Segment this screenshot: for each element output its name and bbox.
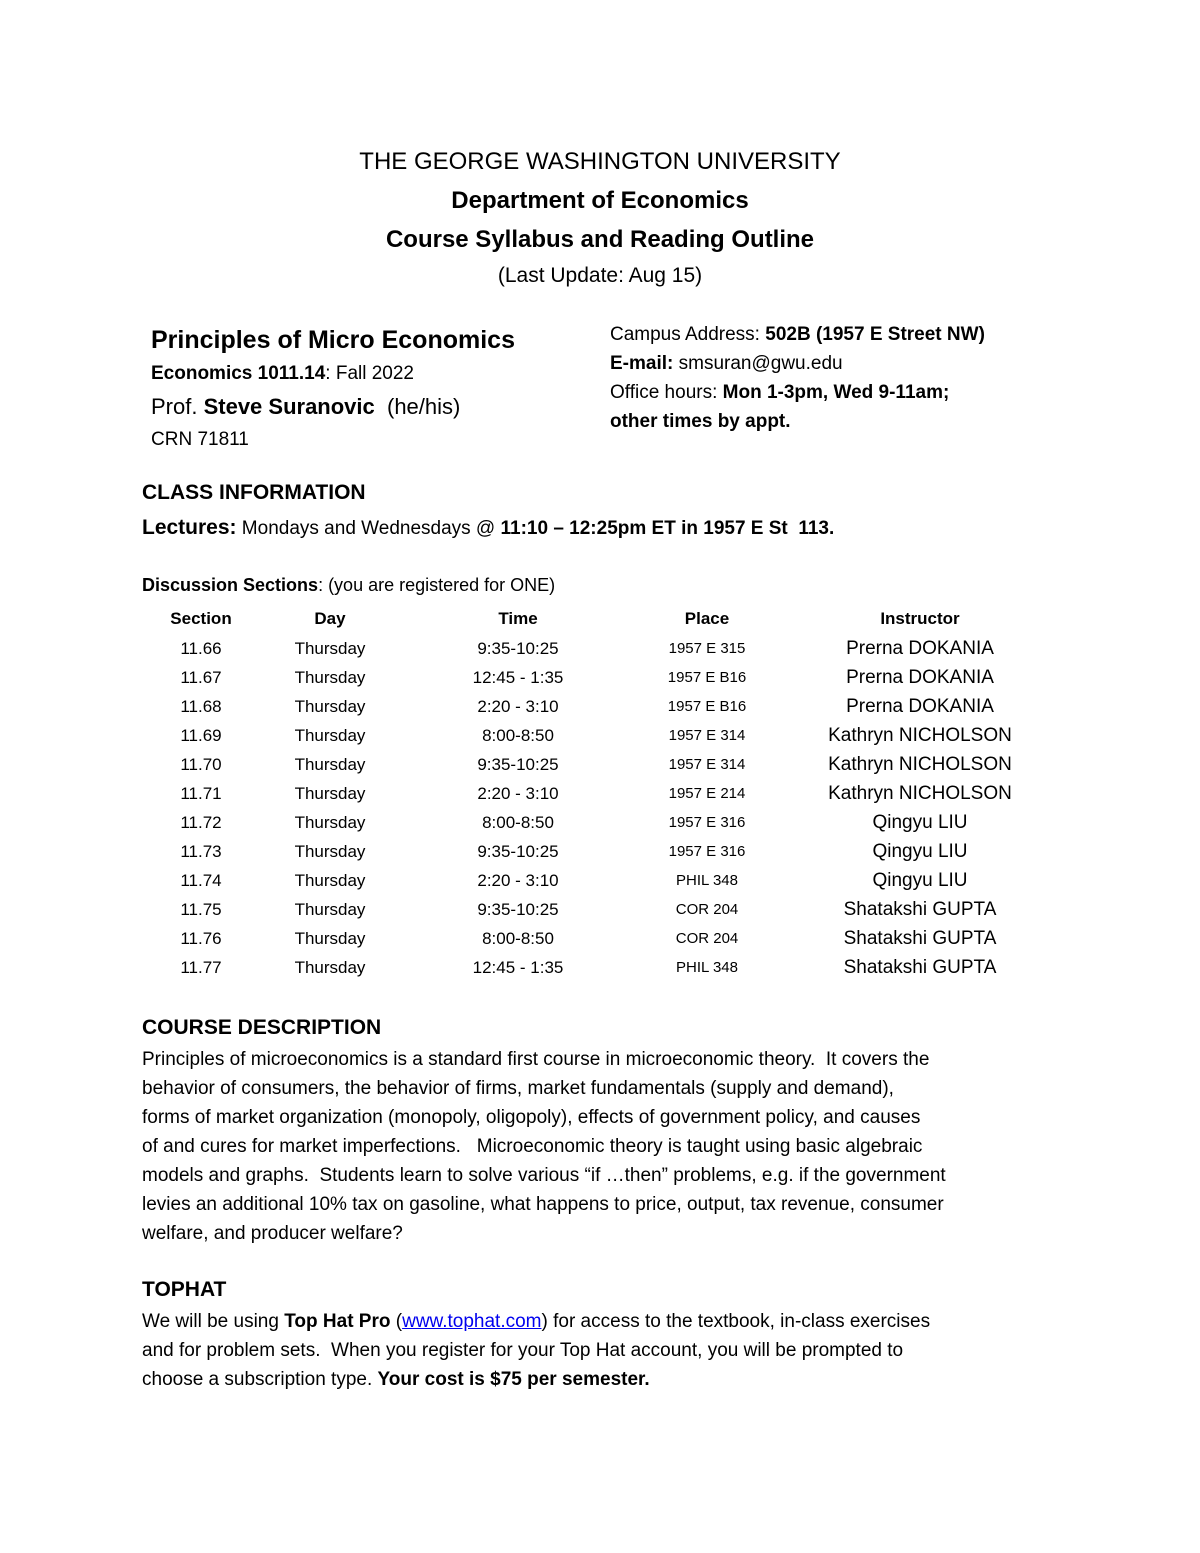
header-time: Time bbox=[498, 609, 538, 628]
lectures-label: Lectures: bbox=[142, 516, 237, 539]
document-title: Course Syllabus and Reading Outline bbox=[385, 226, 815, 253]
cell-instructor: Shatakshi GUPTA bbox=[843, 956, 997, 978]
professor-pronouns: (he/his) bbox=[374, 394, 461, 419]
cell-time: 9:35-10:25 bbox=[477, 899, 559, 919]
description-line: models and graphs. Students learn to solve various “if …then” problems, e.g. if the government bbox=[142, 1165, 946, 1186]
table-row bbox=[142, 808, 1062, 837]
cell-day: Thursday bbox=[294, 725, 366, 745]
cell-place: 1957 E B16 bbox=[667, 698, 747, 715]
lectures-line bbox=[142, 516, 834, 540]
table-row bbox=[142, 692, 1062, 721]
email-line bbox=[610, 349, 1090, 378]
discussion-sections-table bbox=[142, 604, 1062, 982]
office-hours-label: Office hours: bbox=[610, 382, 723, 403]
cell-instructor: Prerna DOKANIA bbox=[846, 695, 994, 717]
cell-section: 11.74 bbox=[180, 870, 222, 890]
cell-day: Thursday bbox=[294, 667, 366, 687]
cell-section: 11.69 bbox=[180, 725, 222, 745]
cell-time: 8:00-8:50 bbox=[482, 812, 554, 832]
department-name: Department of Economics bbox=[451, 187, 749, 214]
tophat-line-2: and for problem sets. When you register for your Top Hat account, you will be prompted to bbox=[142, 1340, 904, 1361]
tophat-link[interactable]: www.tophat.com bbox=[402, 1311, 542, 1332]
table-row bbox=[142, 895, 1062, 924]
table-row bbox=[142, 663, 1062, 692]
cell-instructor: Prerna DOKANIA bbox=[846, 666, 994, 688]
cell-place: PHIL 348 bbox=[676, 959, 738, 976]
cell-place: 1957 E 315 bbox=[668, 640, 746, 657]
tophat-paren-open: ( bbox=[390, 1311, 403, 1332]
header-place: Place bbox=[684, 609, 730, 628]
office-hours-value: Mon 1-3pm, Wed 9-11am; bbox=[722, 382, 950, 403]
table-header-row bbox=[142, 604, 1062, 634]
cell-place: COR 204 bbox=[675, 930, 739, 947]
cell-time: 9:35-10:25 bbox=[477, 754, 559, 774]
last-update: (Last Update: Aug 15) bbox=[497, 264, 703, 287]
tophat-line-1-rest: ) for access to the textbook, in-class exercises bbox=[541, 1311, 931, 1332]
discussion-note: : (you are registered for ONE) bbox=[318, 575, 556, 595]
cell-section: 11.67 bbox=[180, 667, 222, 687]
cell-instructor: Prerna DOKANIA bbox=[846, 637, 994, 659]
cell-instructor: Qingyu LIU bbox=[872, 811, 968, 833]
office-hours-value-2: other times by appt. bbox=[610, 411, 791, 432]
cell-time: 8:00-8:50 bbox=[482, 928, 554, 948]
cell-instructor: Kathryn NICHOLSON bbox=[828, 782, 1012, 804]
cell-time: 2:20 - 3:10 bbox=[477, 870, 559, 890]
table-row bbox=[142, 924, 1062, 953]
cell-place: 1957 E 316 bbox=[668, 843, 746, 860]
course-title: Principles of Micro Economics bbox=[151, 326, 515, 354]
tophat-text bbox=[142, 1307, 1062, 1394]
table-row bbox=[142, 866, 1062, 895]
description-line: welfare, and producer welfare? bbox=[142, 1223, 403, 1244]
tophat-product: Top Hat Pro bbox=[284, 1311, 391, 1332]
discussion-line bbox=[142, 575, 555, 596]
header-day: Day bbox=[314, 609, 346, 628]
cell-section: 11.71 bbox=[180, 783, 222, 803]
course-code-line bbox=[151, 358, 591, 390]
cell-instructor: Kathryn NICHOLSON bbox=[828, 724, 1012, 746]
lectures-days: Mondays and Wednesdays @ bbox=[236, 518, 501, 539]
prof-prefix: Prof. bbox=[151, 394, 204, 419]
campus-address-value: 502B (1957 E Street NW) bbox=[765, 324, 985, 345]
tophat-intro: We will be using bbox=[142, 1311, 285, 1332]
table-row bbox=[142, 721, 1062, 750]
cell-section: 11.77 bbox=[180, 957, 222, 977]
table-row bbox=[142, 953, 1062, 982]
cell-place: 1957 E B16 bbox=[667, 669, 747, 686]
office-hours-line-2 bbox=[610, 407, 1090, 436]
tophat-subscription: choose a subscription type. bbox=[142, 1369, 378, 1390]
cell-day: Thursday bbox=[294, 841, 366, 861]
description-line: of and cures for market imperfections. Microeconomic theory is taught using basic algebraic bbox=[142, 1136, 923, 1157]
cell-time: 9:35-10:25 bbox=[477, 841, 559, 861]
header-section: Section bbox=[170, 609, 232, 628]
cell-place: 1957 E 314 bbox=[668, 756, 746, 773]
cell-section: 11.68 bbox=[180, 696, 222, 716]
cell-day: Thursday bbox=[294, 899, 366, 919]
tophat-line-1 bbox=[142, 1307, 1062, 1336]
table-row bbox=[142, 750, 1062, 779]
cell-section: 11.73 bbox=[180, 841, 222, 861]
cell-day: Thursday bbox=[294, 696, 366, 716]
cell-section: 11.70 bbox=[180, 754, 222, 774]
cell-time: 12:45 - 1:35 bbox=[472, 957, 564, 977]
professor-name: Steve Suranovic bbox=[203, 394, 375, 419]
cell-day: Thursday bbox=[294, 783, 366, 803]
cell-time: 12:45 - 1:35 bbox=[472, 667, 564, 687]
description-line: Principles of microeconomics is a standard first course in microeconomic theory. It covers the bbox=[142, 1049, 930, 1070]
description-line: behavior of consumers, the behavior of firms, market fundamentals (supply and demand), bbox=[142, 1078, 894, 1099]
course-code: Economics 1011.14 bbox=[151, 363, 326, 384]
professor-line bbox=[151, 390, 591, 424]
crn: CRN 71811 bbox=[151, 429, 249, 450]
cell-day: Thursday bbox=[294, 870, 366, 890]
cell-instructor: Shatakshi GUPTA bbox=[843, 898, 997, 920]
cell-day: Thursday bbox=[294, 928, 366, 948]
cell-day: Thursday bbox=[294, 957, 366, 977]
email-label: E-mail: bbox=[610, 353, 679, 374]
cell-place: COR 204 bbox=[675, 901, 739, 918]
cell-section: 11.66 bbox=[180, 638, 222, 658]
campus-address-label: Campus Address: bbox=[610, 324, 766, 345]
cell-time: 2:20 - 3:10 bbox=[477, 783, 559, 803]
description-line: levies an additional 10% tax on gasoline, what happens to price, output, tax revenue, consumer bbox=[142, 1194, 944, 1215]
university-name: THE GEORGE WASHINGTON UNIVERSITY bbox=[359, 148, 841, 175]
description-line: forms of market organization (monopoly, oligopoly), effects of government policy, and causes bbox=[142, 1107, 921, 1128]
cell-section: 11.75 bbox=[180, 899, 222, 919]
cell-day: Thursday bbox=[294, 812, 366, 832]
tophat-cost: Your cost is $75 per semester. bbox=[377, 1369, 650, 1390]
cell-day: Thursday bbox=[294, 638, 366, 658]
table-row bbox=[142, 779, 1062, 808]
cell-place: 1957 E 314 bbox=[668, 727, 746, 744]
contact-info bbox=[610, 320, 1090, 436]
cell-instructor: Qingyu LIU bbox=[872, 840, 968, 862]
header-instructor: Instructor bbox=[880, 609, 960, 628]
tophat-heading: TOPHAT bbox=[142, 1278, 227, 1301]
discussion-label: Discussion Sections bbox=[142, 575, 319, 595]
course-info bbox=[151, 322, 591, 456]
cell-day: Thursday bbox=[294, 754, 366, 774]
cell-time: 9:35-10:25 bbox=[477, 638, 559, 658]
cell-time: 8:00-8:50 bbox=[482, 725, 554, 745]
cell-instructor: Kathryn NICHOLSON bbox=[828, 753, 1012, 775]
cell-section: 11.72 bbox=[180, 812, 222, 832]
tophat-line-3 bbox=[142, 1365, 1062, 1394]
campus-address-line bbox=[610, 320, 1090, 349]
cell-place: 1957 E 316 bbox=[668, 814, 746, 831]
cell-time: 2:20 - 3:10 bbox=[477, 696, 559, 716]
course-term: : Fall 2022 bbox=[325, 363, 415, 384]
office-hours-line bbox=[610, 378, 1090, 407]
cell-instructor: Qingyu LIU bbox=[872, 869, 968, 891]
cell-place: PHIL 348 bbox=[676, 872, 738, 889]
table-row bbox=[142, 837, 1062, 866]
table-row bbox=[142, 634, 1062, 663]
course-description-heading: COURSE DESCRIPTION bbox=[142, 1016, 382, 1039]
class-info-heading: CLASS INFORMATION bbox=[142, 481, 366, 504]
lectures-time: 11:10 – 12:25pm ET in 1957 E St 113. bbox=[500, 518, 835, 539]
cell-instructor: Shatakshi GUPTA bbox=[843, 927, 997, 949]
document-header bbox=[0, 142, 1200, 293]
course-description-text bbox=[142, 1045, 1062, 1248]
cell-section: 11.76 bbox=[180, 928, 222, 948]
email-value: smsuran@gwu.edu bbox=[678, 353, 843, 374]
cell-place: 1957 E 214 bbox=[668, 785, 746, 802]
